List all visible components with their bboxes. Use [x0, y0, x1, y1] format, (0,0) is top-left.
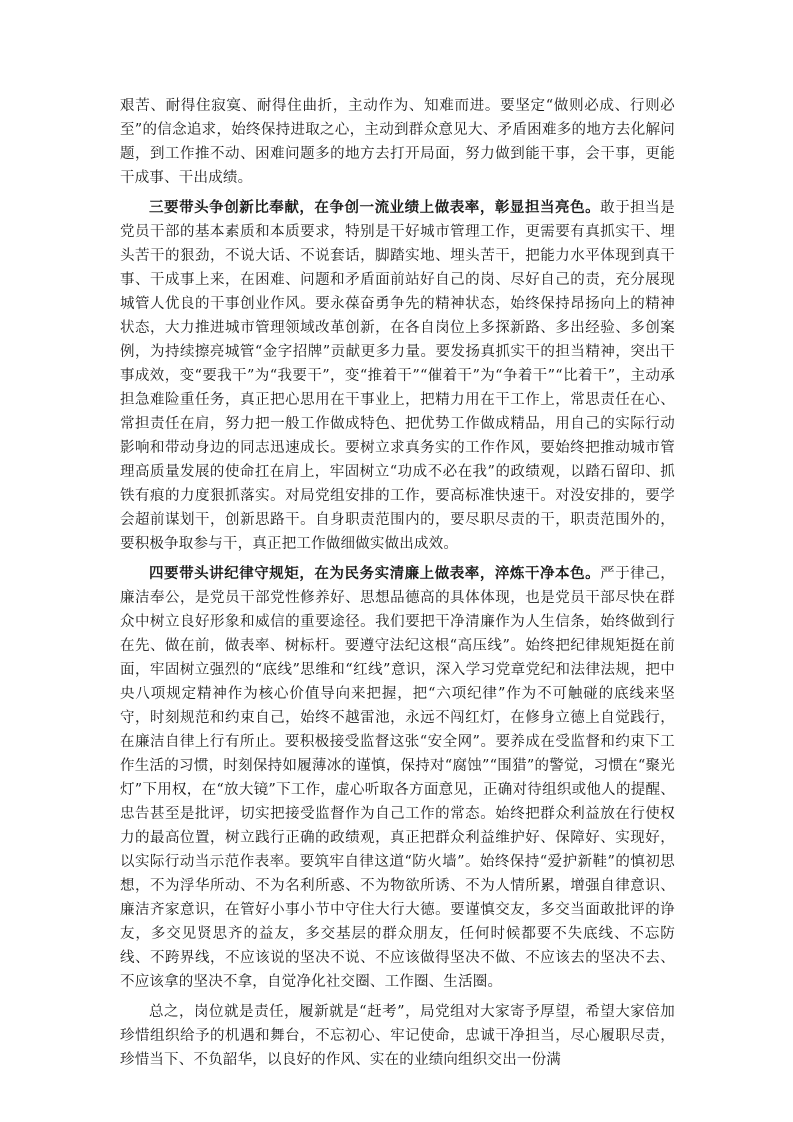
paragraph-section-three	[120, 196, 675, 556]
section-heading: 四要带头讲纪律守规矩，在为民务实清廉上做表率，淬炼干净本色。	[149, 565, 601, 582]
paragraph-body: 总之，岗位就是责任，履新就是“赶考”，局党组对大家寄予厚望，希望大家倍加珍惜组织给予的机遇和舞台，不忘初心、牢记使命，忠诚干净担当，尽心履职尽责，珍惜当下、不负韶华，以良好的作风、实在的业绩向组织交出一份满	[120, 1004, 675, 1068]
paragraph-conclusion	[120, 1000, 675, 1072]
paragraph-body: 敢于担当是党员干部的基本素质和本质要求，特别是干好城市管理工作，更需要有真抓实干、埋头苦干的狠劲，不说大话、不说套话，脚踏实地、埋头苦干，把能力水平体现到真干事、干成事上来，在困难、问题和矛盾面前站好自己的岗、尽好自己的责，充分展现城管人优良的干事创业作风。要永葆奋勇争先的精神状态，始终保持昂扬向上的精神状态，大力推进城市管理领域改革创新，在各自岗位上多探新路、多出经验、多创案例，为持续擦亮城管“金字招牌”贡献更多力量。要发扬真抓实干的担当精神，突出干事成效，变“要我干”为“我要干”，变“推着干”“催着干”为“争着干”“比着干”，主动承担急难险重任务，真正把心思用在干事业上，把精力用在干工作上，常思责任在心、常担责任在肩，努力把一般工作做成特色、把优势工作做成精品，用自己的实际行动影响和带动身边的同志迅速成长。要树立求真务实的工作作风，要始终把推动城市管理高质量发展的使命扛在肩上，牢固树立“功成不必在我”的政绩观，以踏石留印、抓铁有痕的力度狠抓落实。对局党组安排的工作，要高标准快速干。对没安排的，要学会超前谋划干，创新思路干。自身职责范围内的，要尽职尽责的干，职责范围外的，要积极争取参与干，真正把工作做细做实做出成效。	[120, 200, 676, 552]
paragraph-section-four	[120, 562, 675, 994]
paragraph-body: 严于律己，廉洁奉公，是党员干部党性修养好、思想品德高的具体体现，也是党员干部尽快在群众中树立良好形象和威信的重要途径。我们要把干净清廉作为人生信条，始终做到行在先、做在前，做表率、树标杆。要遵守法纪这根“高压线”。始终把纪律规矩挺在前面，牢固树立强烈的“底线”思维和“红线”意识，深入学习党章党纪和法律法规，把中央八项规定精神作为核心价值导向来把握，把“六项纪律”作为不可触碰的底线来坚守，时刻规范和约束自己，始终不越雷池，永远不闯红灯，在修身立德上自觉践行，在廉洁自律上行有所止。要积极接受监督这张“安全网”。要养成在受监督和约束下工作生活的习惯，时刻保持如履薄冰的谨慎，保持对“腐蚀”“围猎”的警觉，习惯在“聚光灯”下用权，在“放大镜”下工作，虚心听取各方面意见，正确对待组织或他人的提醒、忠告甚至是批评，切实把接受监督作为自己工作的常态。始终把群众利益放在行使权力的最高位置，树立践行正确的政绩观，真正把群众利益维护好、保障好、实现好，以实际行动当示范作表率。要筑牢自律这道“防火墙”。始终保持“爱护新鞋”的慎初思想，不为浮华所动、不为名利所惑、不为物欲所诱、不为人情所累，增强自律意识、廉洁齐家意识，在管好小事小节中守住大行大德。要谨慎交友，多交当面敢批评的诤友，多交见贤思齐的益友，多交基层的群众朋友，任何时候都要不失底线、不忘防线、不跨界线，不应该说的坚决不说、不应该做得坚决不做、不应该去的坚决不去、不应该拿的坚决不拿，自觉净化社交圈、工作圈、生活圈。	[120, 566, 676, 990]
section-heading: 三要带头争创新比奉献，在争创一流业绩上做表率，彰显担当亮色。	[149, 199, 601, 216]
document-page	[120, 94, 675, 1078]
paragraph-body: 艰苦、耐得住寂寞、耐得住曲折，主动作为、知难而进。要坚定“做则必成、行则必至”的信念追求，始终保持进取之心，主动到群众意见大、矛盾困难多的地方去化解问题，到工作推不动、困难问题多的地方去打开局面，努力做到能干事，会干事，更能干成事、干出成绩。	[120, 98, 675, 186]
paragraph-continuation	[120, 94, 675, 190]
